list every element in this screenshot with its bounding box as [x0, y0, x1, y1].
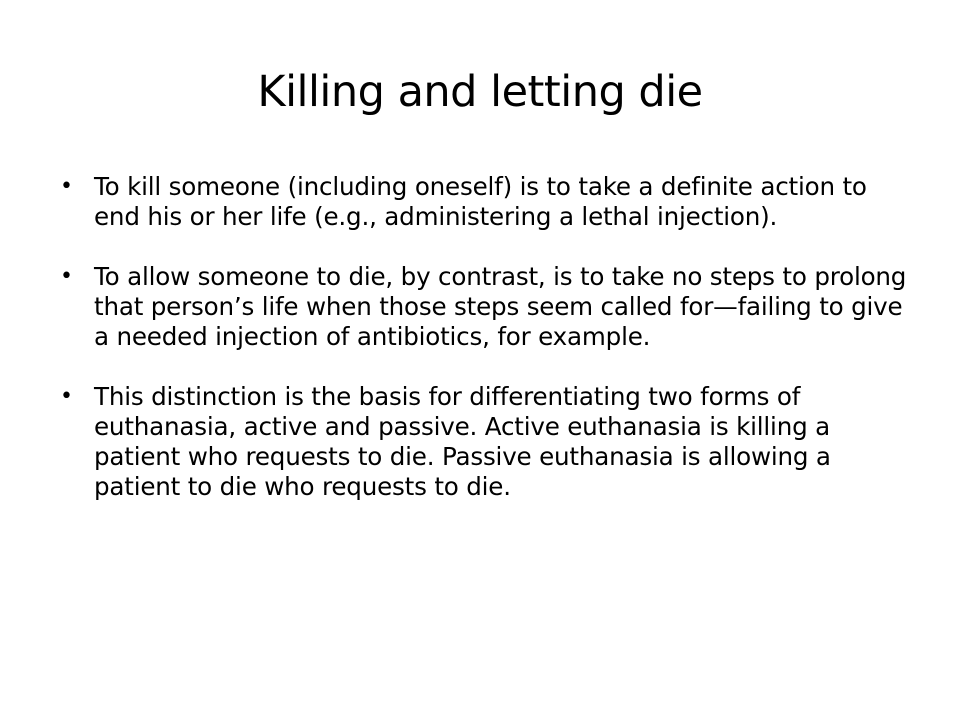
bullet-text: To allow someone to die, by contrast, is to take no steps to prolong that person’s life when those steps seem called for—failing to give a needed injection of antibiotics, for example. [94, 262, 907, 351]
bullet-text: This distinction is the basis for differentiating two forms of euthanasia, active and passive. Active euthanasia is killing a patient who requests to die. Passive euthanasia is allowing a patient to die who requests to die. [94, 382, 831, 501]
bullet-text: To kill someone (including oneself) is to take a definite action to end his or her life (e.g., administering a lethal injection). [94, 172, 867, 231]
bullet-item [58, 172, 918, 232]
bullet-dot: • [60, 264, 73, 289]
slide-title: Killing and letting die [257, 67, 703, 117]
bullet-list [58, 172, 918, 502]
bullet-item [58, 262, 918, 352]
bullet-dot: • [60, 384, 73, 409]
bullet-dot: • [60, 174, 73, 199]
bullet-item [58, 382, 918, 502]
